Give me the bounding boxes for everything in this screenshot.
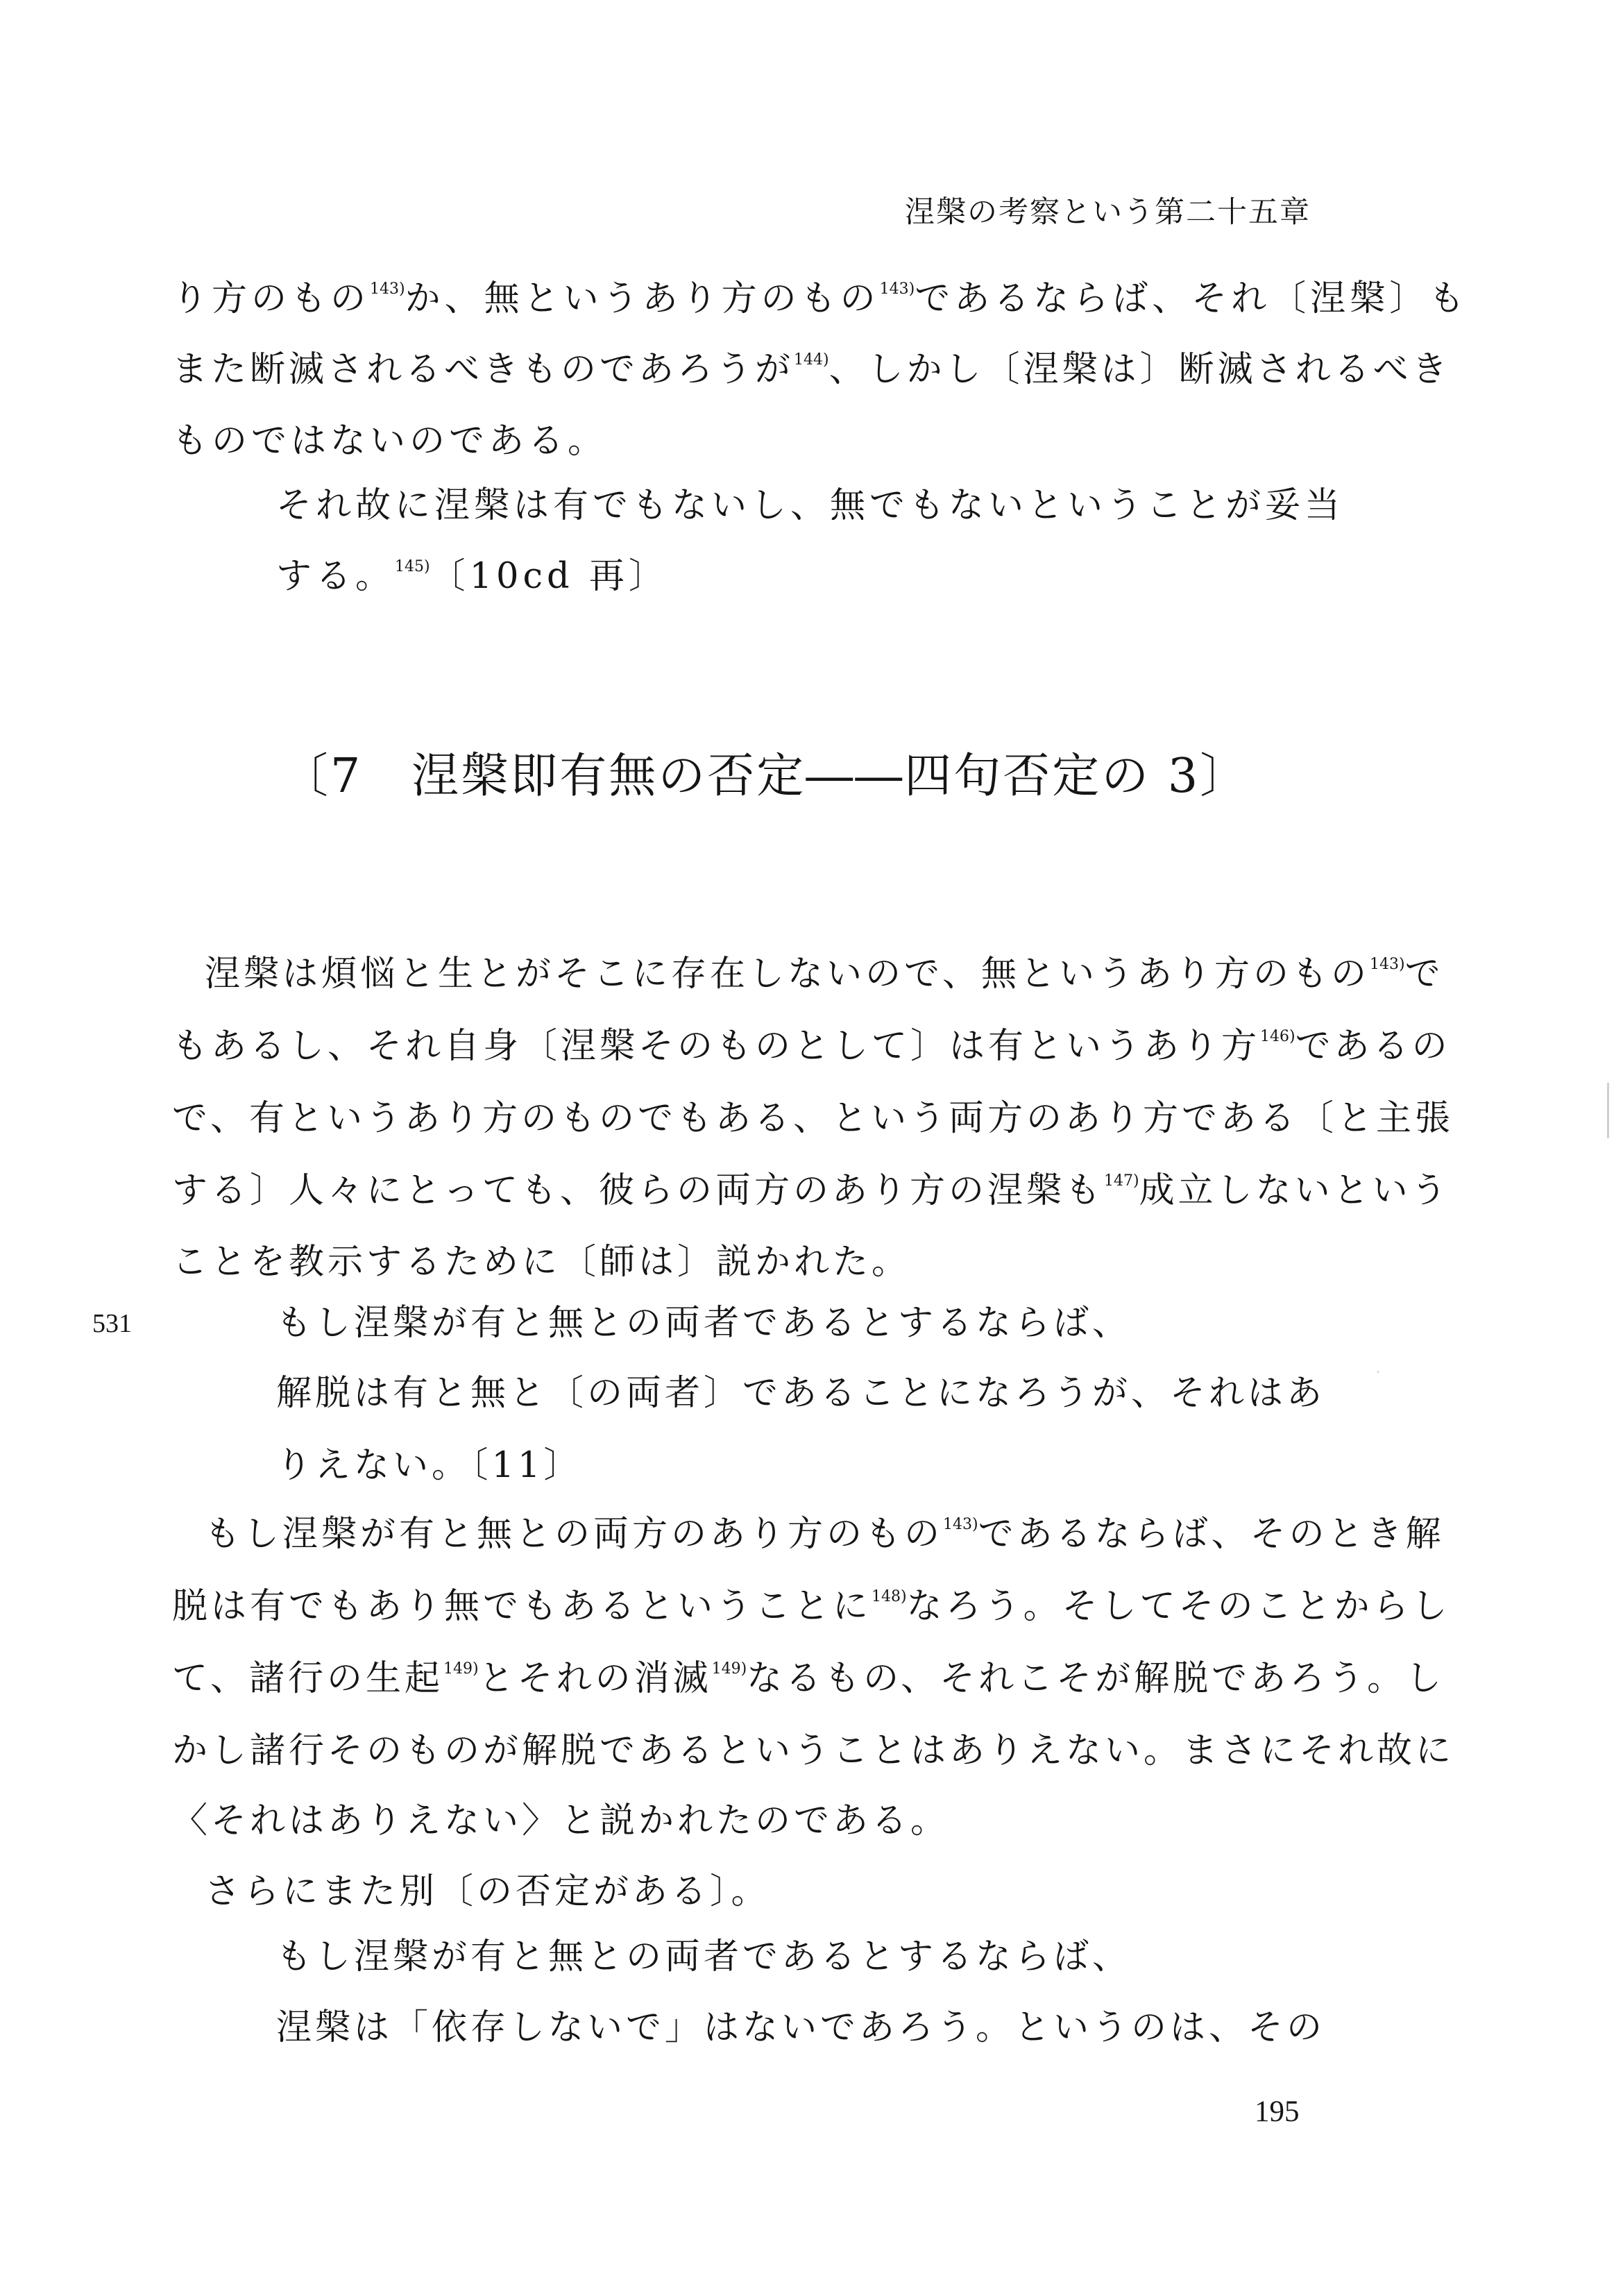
text-line (172, 278, 1469, 319)
verse-line (276, 1303, 1132, 1344)
text-segment: それ故に涅槃は有でもないし、無でもないということが妥当 (276, 485, 1345, 526)
verse-line (276, 1936, 1132, 1977)
text-segment: であるならば、それ〔涅槃〕も (915, 278, 1469, 319)
text-line (205, 1871, 770, 1912)
text-segment: さらにまた別〔の否定がある〕。 (205, 1871, 770, 1912)
text-segment: 成立しないという (1139, 1170, 1450, 1211)
text-segment: て、諸行の生起 (172, 1658, 443, 1699)
text-segment: 涅槃は「依存しないで」はないであろう。というのは、その (276, 2007, 1326, 2048)
footnote-ref: 143) (1369, 956, 1405, 973)
running-header: 涅槃の考察という第二十五章 (905, 195, 1311, 230)
text-line (205, 954, 1444, 995)
section-heading: 〔7 涅槃即有無の否定――四句否定の 3〕 (281, 749, 1250, 804)
text-segment: で、有というあり方のものでもある、という両方のあり方である〔と主張 (172, 1098, 1454, 1139)
text-segment: 涅槃は煩悩と生とがそこに存在しないので、無というあり方のもの (205, 954, 1370, 995)
text-segment: 〈それはありえない〉と説かれたのである。 (172, 1800, 950, 1841)
text-segment: する。 (276, 556, 396, 597)
text-segment: なるもの、それこそが解脱であろう。し (747, 1658, 1445, 1699)
footnote-ref: 149) (711, 1660, 747, 1678)
text-segment: とそれの消滅 (478, 1658, 712, 1699)
scan-mark (1607, 1083, 1609, 1138)
verse-number: 531 (92, 1309, 132, 1338)
text-segment: で (1404, 954, 1444, 995)
verse-line (276, 1445, 583, 1486)
verse-line (276, 2007, 1326, 2048)
text-line (172, 349, 1451, 390)
text-line (172, 1800, 950, 1841)
text-line (172, 1170, 1450, 1211)
text-line (205, 1514, 1445, 1555)
text-segment: また断滅されるべきものであろうが (172, 349, 794, 390)
footnote-ref: 143) (879, 280, 915, 298)
footnote-ref: 143) (943, 1516, 978, 1533)
footnote-ref: 148) (872, 1588, 907, 1605)
footnote-ref: 145) (395, 558, 430, 575)
text-segment: なろう。そしてそのことからし (906, 1586, 1451, 1627)
page-number: 195 (1255, 2095, 1300, 2128)
text-segment: 〔10cd 再〕 (430, 556, 668, 597)
text-segment: 解脱は有と無と〔の両者〕であることになろうが、それはあ (276, 1373, 1326, 1414)
verse-line (276, 556, 668, 597)
text-segment: もあるし、それ自身〔涅槃そのものとして〕は有というあり方 (172, 1026, 1261, 1067)
footnote-ref: 143) (370, 280, 405, 298)
text-segment: 、しかし〔涅槃は〕断滅されるべき (829, 349, 1451, 390)
footnote-ref: 144) (794, 351, 829, 369)
text-line (172, 1658, 1445, 1699)
text-segment: もし涅槃が有と無との両方のあり方のもの (205, 1514, 944, 1555)
text-segment: か、無というあり方のもの (405, 278, 880, 319)
scan-mark (1377, 1371, 1379, 1373)
text-segment: 脱は有でもあり無でもあるということに (172, 1586, 872, 1627)
text-segment: りえない。〔11〕 (276, 1445, 583, 1486)
text-line (172, 421, 608, 462)
text-segment: もし涅槃が有と無との両者であるとするならば、 (276, 1303, 1132, 1344)
text-segment: ものではないのである。 (172, 421, 608, 462)
text-segment: であるの (1295, 1026, 1451, 1067)
verse-line (276, 485, 1345, 526)
text-line (172, 1242, 911, 1283)
text-segment: ことを教示するために〔師は〕説かれた。 (172, 1242, 911, 1283)
text-segment: する〕人々にとっても、彼らの両方のあり方の涅槃も (172, 1170, 1104, 1211)
text-segment: かし諸行そのものが解脱であるということはありえない。まさにそれ故に (172, 1730, 1455, 1771)
footnote-ref: 147) (1103, 1172, 1139, 1190)
text-line (172, 1098, 1454, 1139)
text-line (172, 1026, 1451, 1067)
text-segment: り方のもの (172, 278, 371, 319)
text-segment: であるならば、そのとき解 (978, 1514, 1445, 1555)
footnote-ref: 146) (1260, 1028, 1295, 1045)
verse-line (276, 1373, 1326, 1414)
text-line (172, 1730, 1455, 1771)
text-line (172, 1586, 1451, 1627)
text-segment: もし涅槃が有と無との両者であるとするならば、 (276, 1936, 1132, 1977)
footnote-ref: 149) (443, 1660, 479, 1678)
